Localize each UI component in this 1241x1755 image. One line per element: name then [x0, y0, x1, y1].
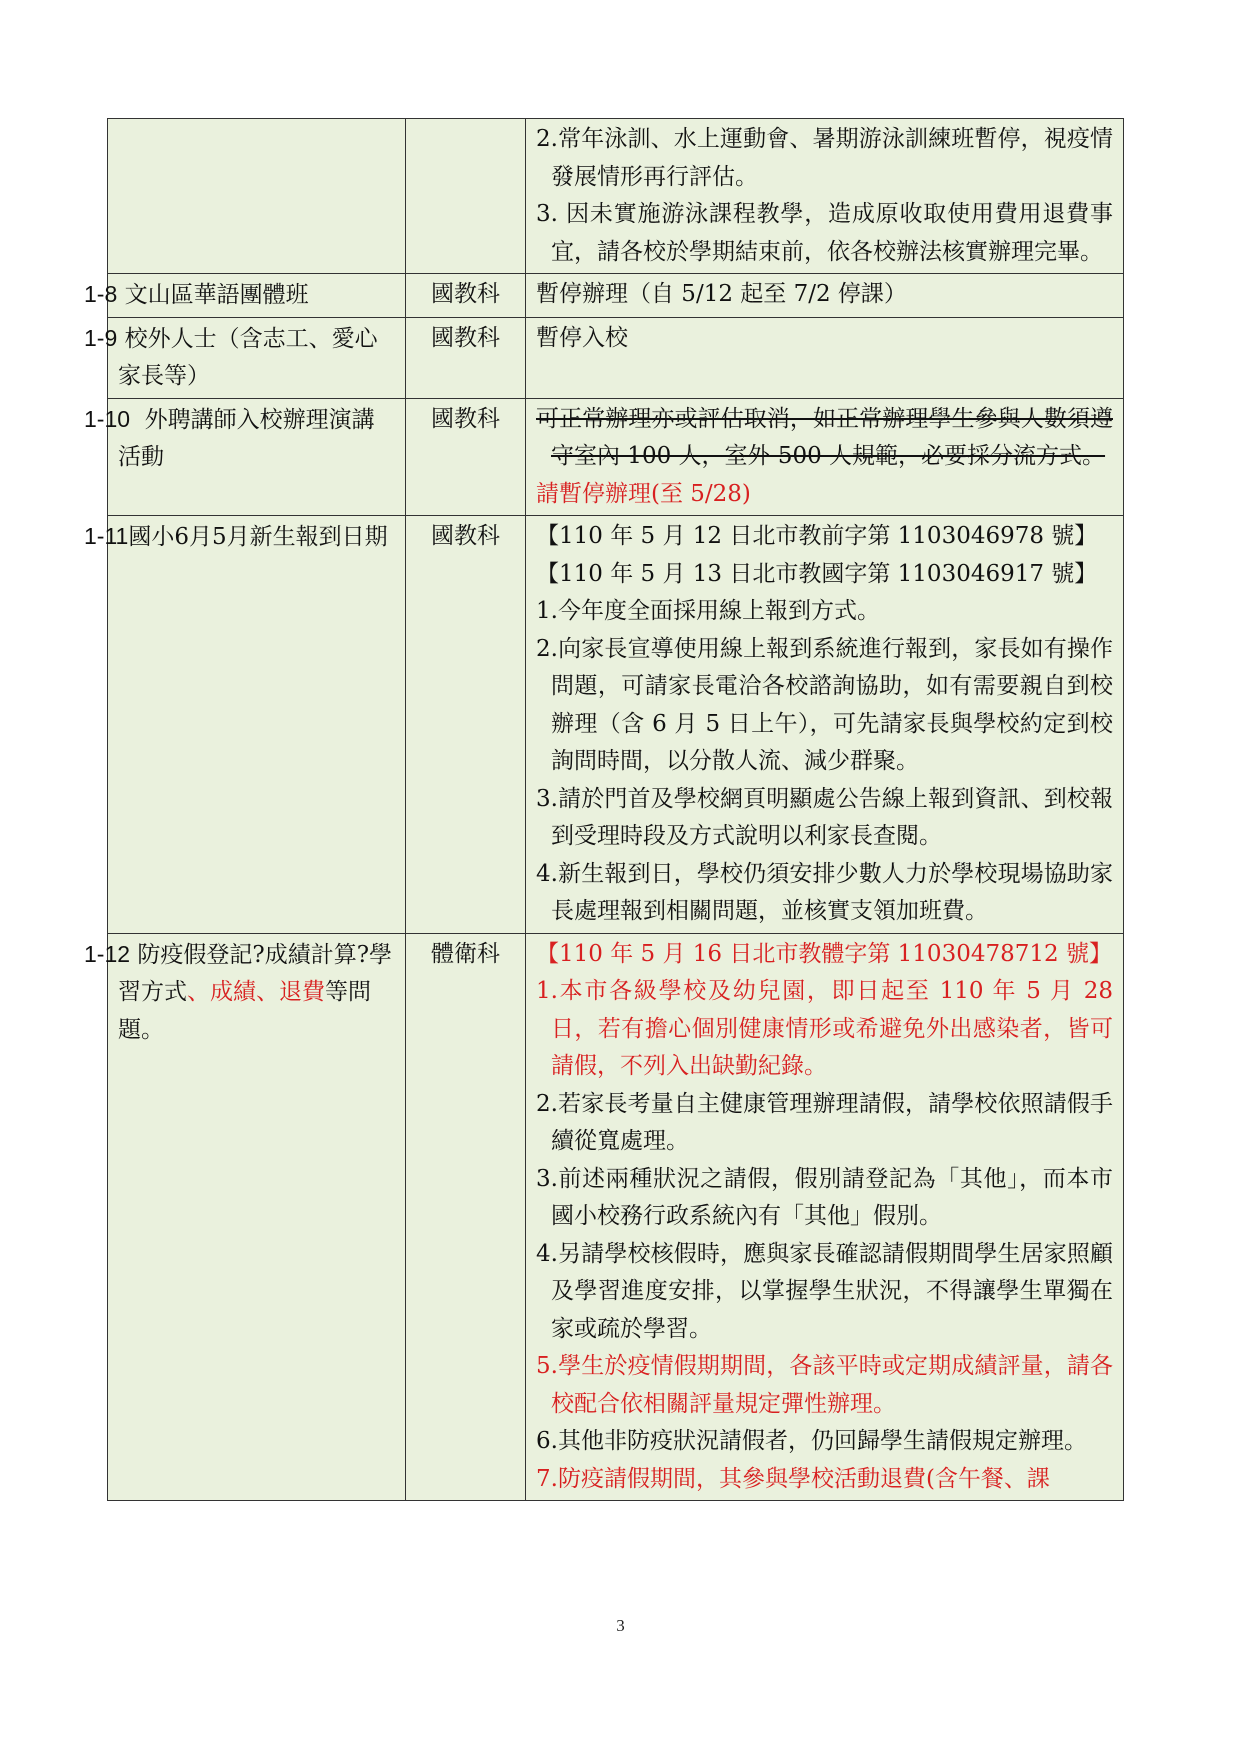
list-item: 3. 因未實施游泳課程教學，造成原收取使用費用退費事宜，請各校於學期結束前，依各校辦法核實辦理完畢。	[536, 201, 1113, 265]
list-item: 2.向家長宣導使用線上報到系統進行報到，家長如有操作問題，可請家長電洽各校諮詢協助，如有需要親自到校辦理（含 6 月 5 日上午），可先請家長與學校約定到校詢問時間，以分散人流、減少群聚。	[536, 635, 1113, 774]
list-item: 4.另請學校核假時，應與家長確認請假期間學生居家照顧及學習進度安排，以掌握學生狀況，不得讓學生單獨在家或疏於學習。	[536, 1240, 1113, 1342]
topic-text-red: 、成績、退費	[187, 979, 325, 1005]
list-item: 2.若家長考量自主健康管理辦理請假，請學校依照請假手續從寬處理。	[536, 1090, 1113, 1154]
reference-line: 【110 年 5 月 16 日北市教體字第 11030478712 號】	[536, 940, 1112, 967]
reference-line: 【110 年 5 月 13 日北市教國字第 1103046917 號】	[536, 560, 1098, 587]
list-item: 3.前述兩種狀況之請假，假別請登記為「其他」，而本市國小校務行政系統內有「其他」假別。	[536, 1165, 1113, 1229]
struck-text: 可正常辦理亦或評估取消，如正常辦理學生參與人數須遵守室內 100 人，室外 500 人規範，必要採分流方式。	[536, 405, 1113, 469]
item-number: 1-8	[84, 281, 118, 307]
dept-cell: 國教科	[406, 317, 526, 398]
dept-cell: 體衛科	[406, 933, 526, 1501]
dept-cell: 國教科	[406, 516, 526, 934]
reference-line: 【110 年 5 月 12 日北市教前字第 1103046978 號】	[536, 523, 1098, 549]
topic-text: 國小6月5月新生報到日期	[128, 524, 388, 550]
list-item: 3.請於門首及學校網頁明顯處公告線上報到資訊、到校報到受理時段及方式說明以利家長查閱。	[536, 785, 1113, 849]
list-item: 4.新生報到日，學校仍須安排少數人力於學校現場協助家長處理報到相關問題，並核實支領加班費。	[536, 860, 1113, 924]
topic-text: 等問題。	[118, 979, 371, 1043]
measures-table	[84, 118, 1124, 1501]
content-cell	[526, 516, 1124, 934]
item-number: 1-9	[84, 324, 118, 351]
content-cell	[526, 398, 1124, 516]
table-row	[108, 933, 1124, 1501]
topic-text: 外聘講師入校辦理演講活動	[118, 406, 375, 470]
table-row	[108, 317, 1124, 398]
dept-cell: 國教科	[406, 274, 526, 318]
table-row	[108, 398, 1124, 516]
topic-text: 防疫假登記?成績計算?學習方式	[118, 941, 393, 1005]
item-number: 1-10	[84, 405, 131, 432]
content-cell	[526, 274, 1124, 318]
topic-cell	[108, 119, 406, 274]
topic-cell	[84, 317, 406, 398]
list-item: 7.防疫請假期間，其參與學校活動退費(含午餐、課	[536, 1465, 1050, 1492]
topic-text: 文山區華語團體班	[124, 282, 309, 308]
dept-cell: 國教科	[406, 398, 526, 516]
list-item: 暫停入校	[536, 324, 628, 351]
topic-cell	[84, 398, 406, 516]
list-item: 1.本市各級學校及幼兒園，即日起至 110 年 5 月 28 日，若有擔心個別健康情形或希避免外出感染者，皆可請假，不列入出缺勤紀錄。	[536, 978, 1113, 1079]
list-item: 5.學生於疫情假期期間，各該平時或定期成績評量，請各校配合依相關評量規定彈性辦理。	[536, 1353, 1113, 1417]
page-number: 3	[616, 1616, 625, 1635]
list-item: 2.常年泳訓、水上運動會、暑期游泳訓練班暫停，視疫情發展情形再行評估。	[536, 126, 1113, 190]
topic-text: 校外人士（含志工、愛心家長等）	[118, 325, 378, 389]
table-row	[108, 516, 1124, 934]
content-cell	[526, 317, 1124, 398]
list-item: 1.今年度全面採用線上報到方式。	[536, 598, 880, 624]
item-number: 1-11	[84, 523, 129, 549]
dept-cell	[406, 119, 526, 274]
table-row	[108, 119, 1124, 274]
topic-cell	[84, 933, 406, 1501]
red-note: 請暫停辦理(至 5/28)	[536, 480, 751, 507]
table-row	[108, 274, 1124, 318]
content-cell	[526, 933, 1124, 1501]
list-item: 6.其他非防疫狀況請假者，仍回歸學生請假規定辦理。	[536, 1428, 1087, 1454]
list-item: 暫停辦理（自 5/12 起至 7/2 停課）	[536, 281, 907, 307]
content-cell	[526, 119, 1124, 274]
topic-cell	[84, 274, 406, 318]
topic-cell	[84, 516, 406, 934]
item-number: 1-12	[84, 940, 131, 967]
